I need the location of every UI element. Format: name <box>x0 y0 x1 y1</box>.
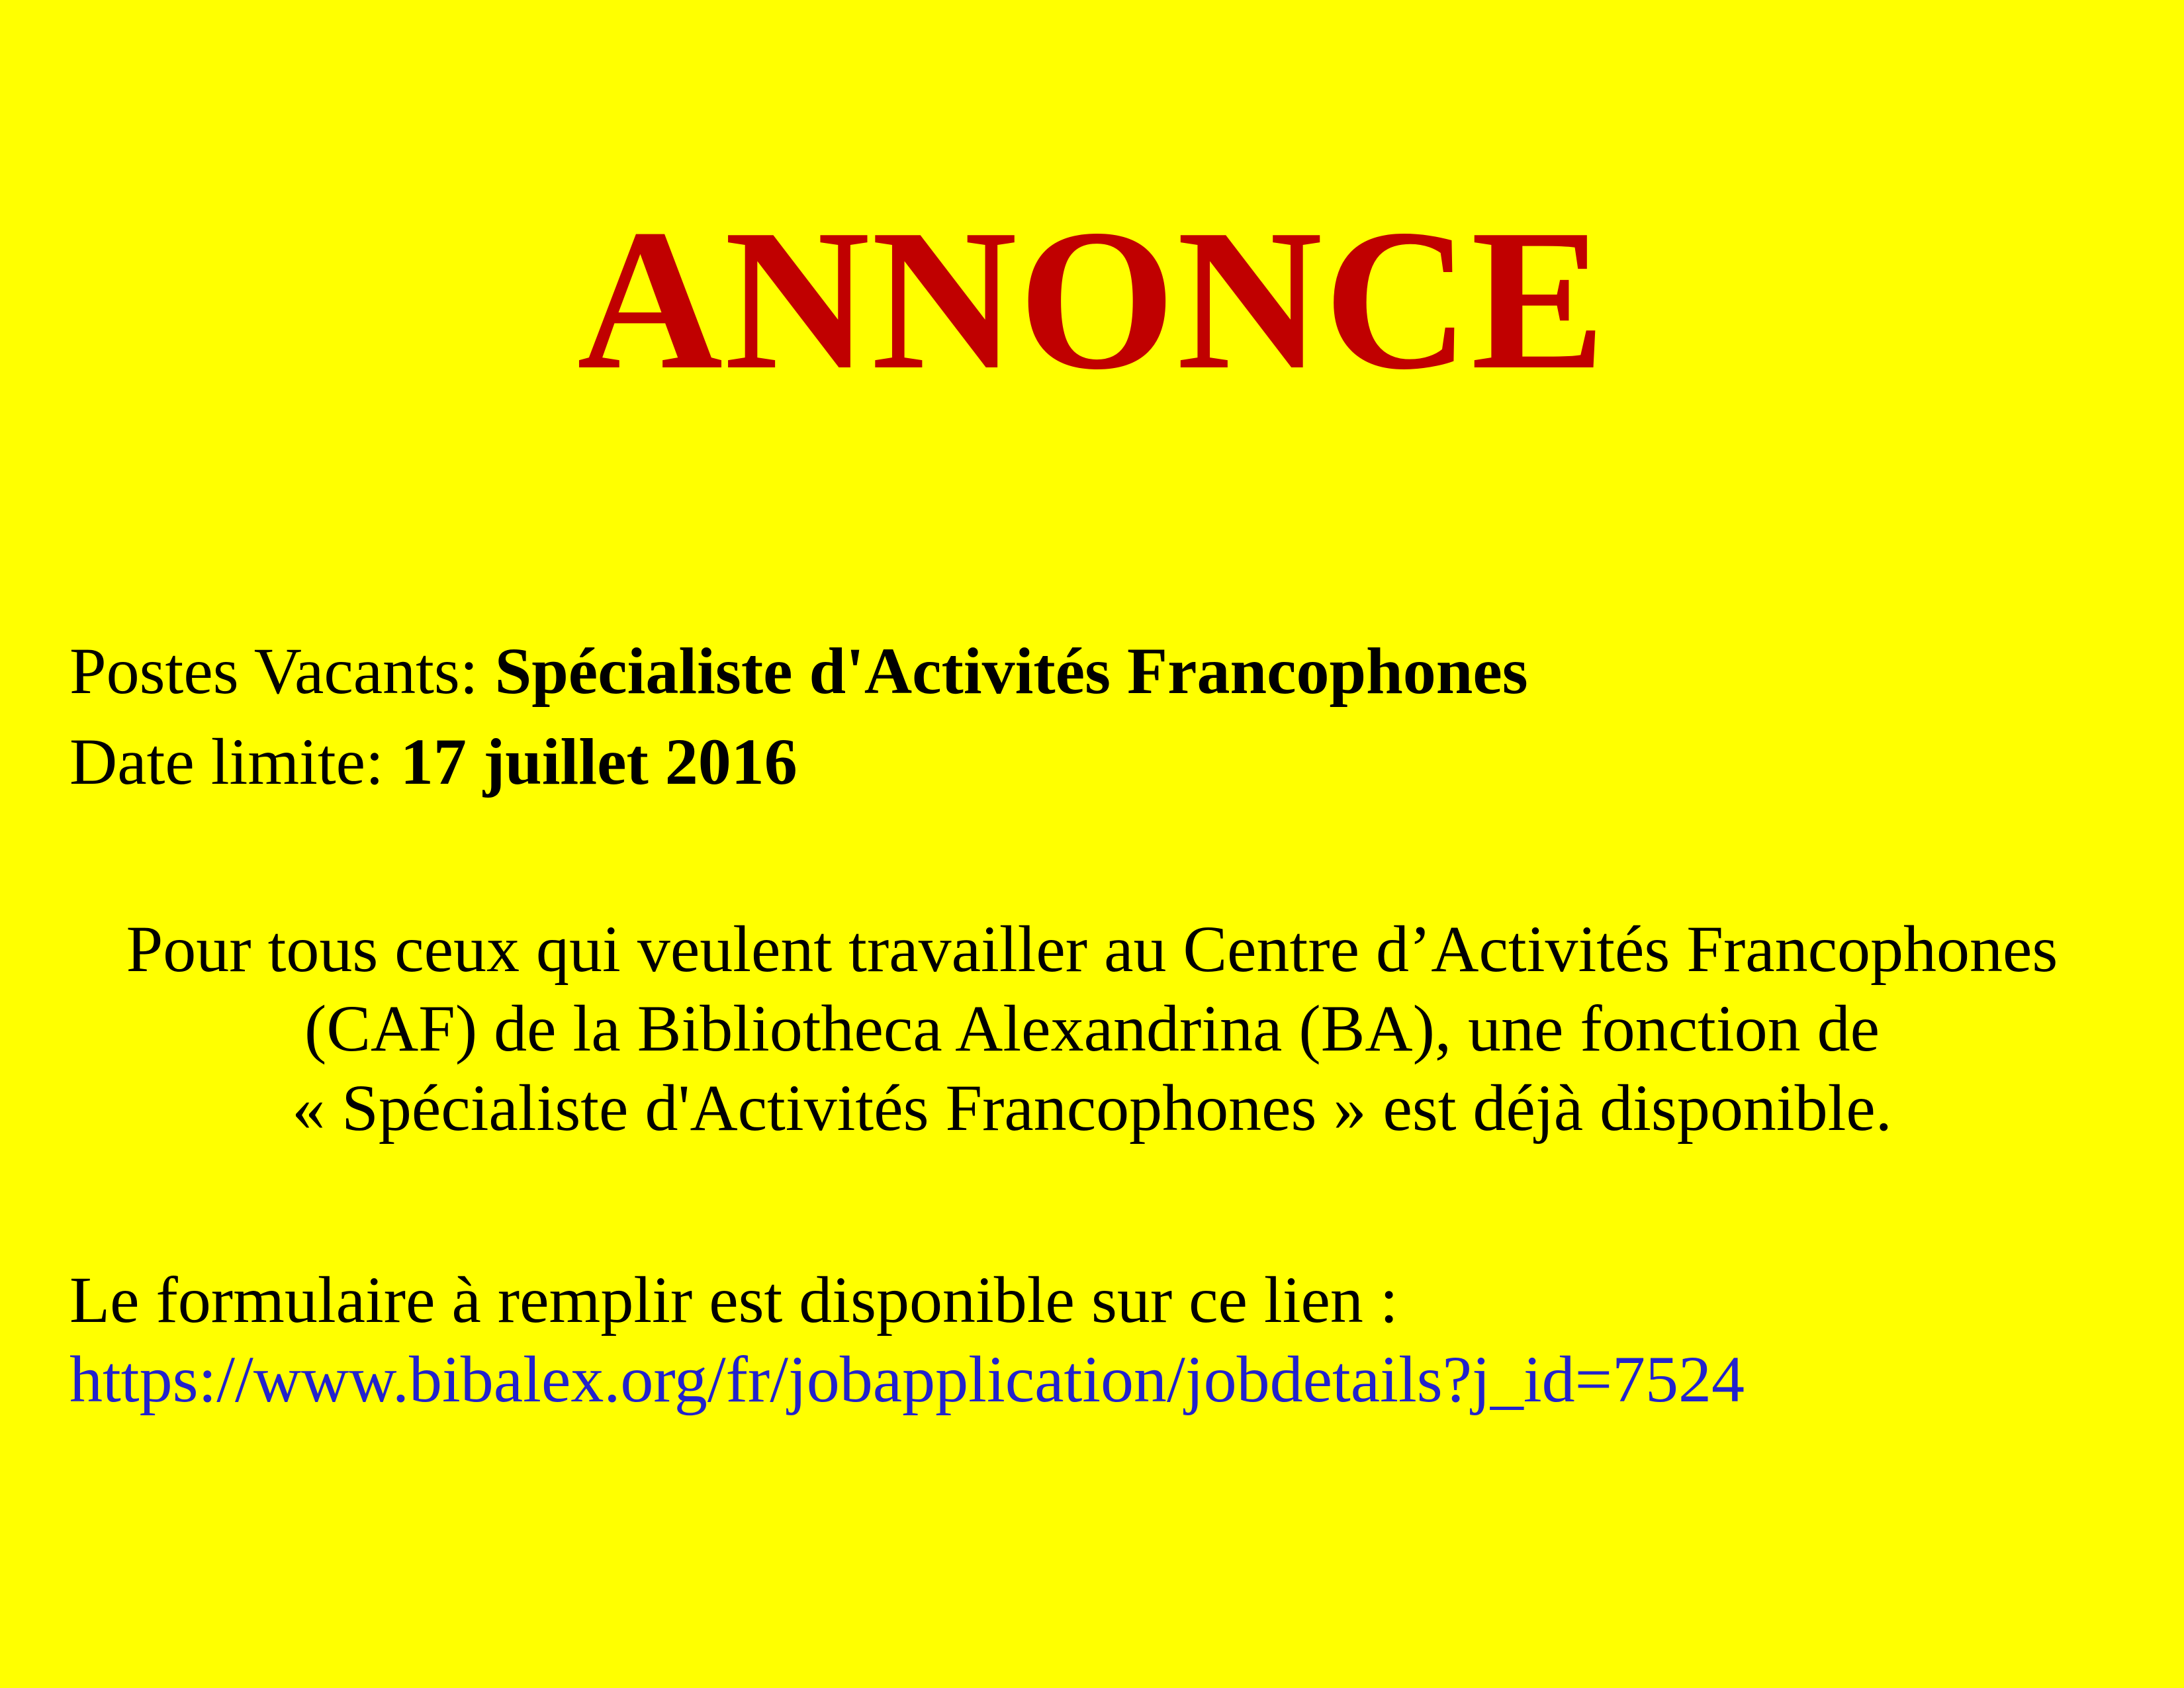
deadline-line <box>69 716 2184 807</box>
vacancy-info-block <box>69 626 2184 807</box>
deadline-value: 17 juillet 2016 <box>400 725 797 798</box>
paragraph-line-3: « Spécialiste d'Activités Francophones » est déjà disponible. <box>292 1071 1892 1145</box>
vacancy-label: Postes Vacants: <box>69 634 495 708</box>
form-link-block <box>69 1260 2184 1419</box>
deadline-label: Date limite: <box>69 725 400 798</box>
application-link-line <box>69 1340 2184 1419</box>
announcement-title: ANNONCE <box>577 187 1607 411</box>
form-info-line: Le formulaire à remplir est disponible sur ce lien : <box>69 1263 1398 1336</box>
paragraph-line-2: (CAF) de la Bibliotheca Alexandrina (BA), une fonction de <box>304 992 1880 1065</box>
application-link[interactable]: https://www.bibalex.org/fr/jobapplication/jobdetails?j_id=7524 <box>69 1342 1745 1416</box>
vacancy-value: Spécialiste d'Activités Francophones <box>494 634 1528 708</box>
paragraph-line-1: Pour tous ceux qui veulent travailler au Centre d’Activités Francophones <box>126 912 2058 986</box>
vacancy-line <box>69 626 2184 716</box>
body-paragraph <box>0 910 2184 1148</box>
